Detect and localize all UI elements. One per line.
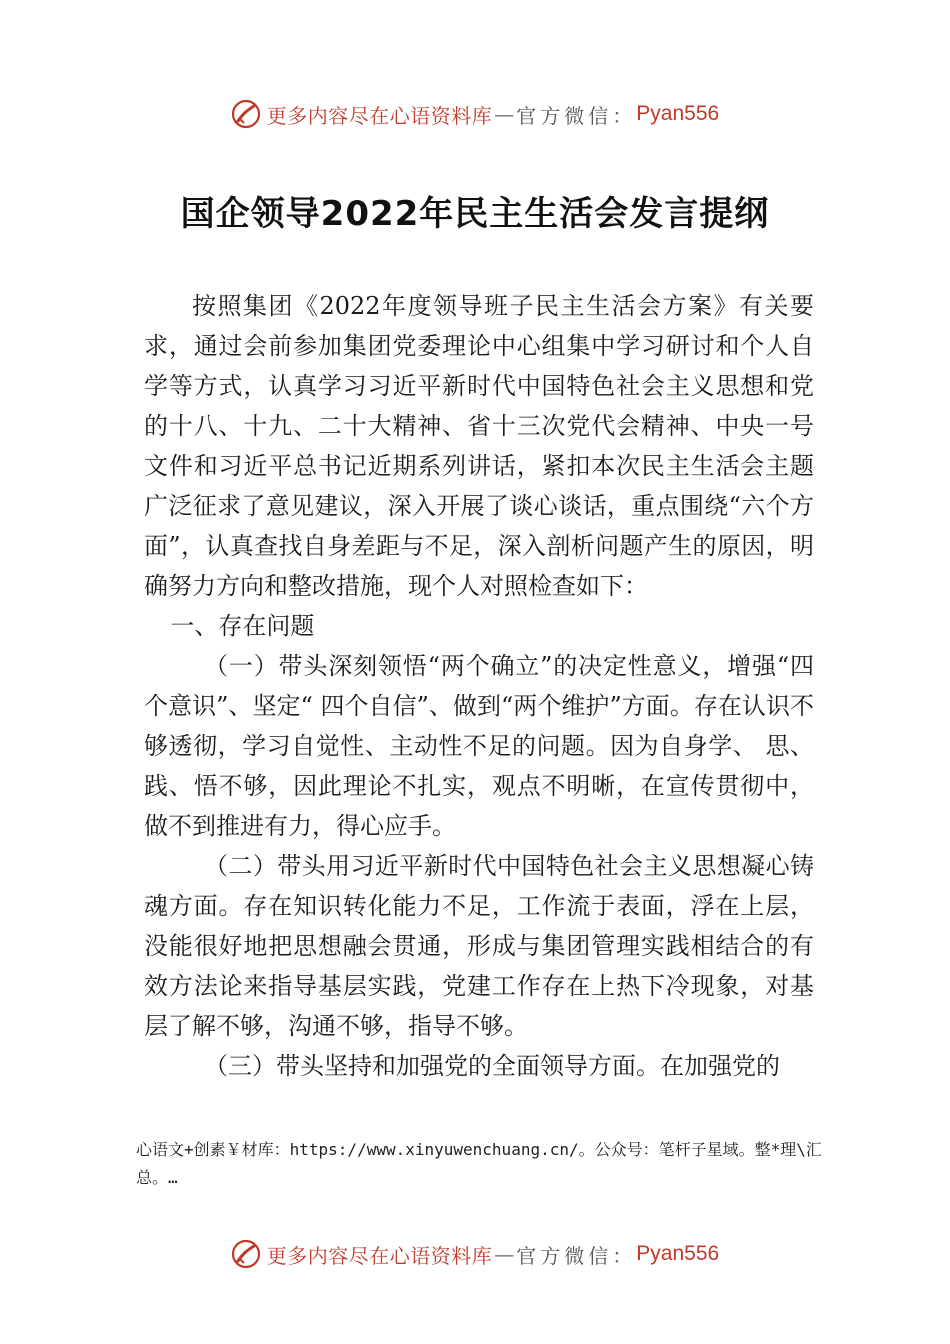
- banner-wechat-id: Pyan556: [636, 1242, 720, 1265]
- list-item: （一）带头深刻领悟“两个确立”的决定性意义，增强“四个意识”、坚定“ 四个自信”、做到“两个维护”方面。存在认识不够透彻，学习自觉性、主动性不足的问题。因为自身学、 思、践、悟不够，因此理论不扎实，观点不明晰，在宣传贯彻中，做不到推进有力，得心应手。: [144, 652, 814, 840]
- intro-paragraph: 按照集团《2022年度领导班子民主生活会方案》有关要求，通过会前参加集团党委理论中心组集中学习研讨和个人自学等方式，认真学习习近平新时代中国特色社会主义思想和党的十八、十九、二十大精神、省十三次党代会精神、中央一号文件和习近平总书记近期系列讲话，紧扣本次民主生活会主题广泛征求了意见建议，深入开展了谈心谈话，重点围绕“六个方面”，认真查找自身差距与不足，深入剖析问题产生的原因，明确努力方向和整改措施，现个人对照检查如下：: [144, 292, 814, 600]
- banner-wechat-label: 官方微信：: [516, 1243, 637, 1268]
- document-body: [144, 286, 814, 1086]
- source-footnote: 心语文+创素￥材库：https://www.xinyuwenchuang.cn/。公众号：笔杆子星域。整*理\汇总。…: [136, 1140, 822, 1187]
- header-banner: [0, 94, 950, 134]
- footer-banner: [0, 1234, 950, 1274]
- banner-dash: —: [494, 102, 515, 126]
- banner-wechat-label: 官方微信：: [516, 103, 637, 128]
- brush-logo-icon: [231, 1239, 261, 1269]
- document-title: 国企领导2022年民主生活会发言提纲: [180, 194, 770, 234]
- list-item: （二）带头用习近平新时代中国特色社会主义思想凝心铸魂方面。存在知识转化能力不足，工作流于表面，浮在上层，没能很好地把思想融会贯通，形成与集团管理实践相结合的有效方法论来指导基层实践，党建工作存在上热下冷现象，对基层了解不够，沟通不够，指导不够。: [144, 852, 814, 1040]
- list-item: （三）带头坚持和加强党的全面领导方面。在加强党的: [204, 1052, 780, 1080]
- banner-text: 更多内容尽在心语资料库: [266, 1243, 493, 1268]
- banner-text: 更多内容尽在心语资料库: [266, 103, 493, 128]
- brush-logo-icon: [231, 99, 261, 129]
- banner-dash: —: [494, 1242, 515, 1266]
- section-heading: 一、存在问题: [170, 612, 315, 640]
- banner-wechat-id: Pyan556: [636, 102, 720, 125]
